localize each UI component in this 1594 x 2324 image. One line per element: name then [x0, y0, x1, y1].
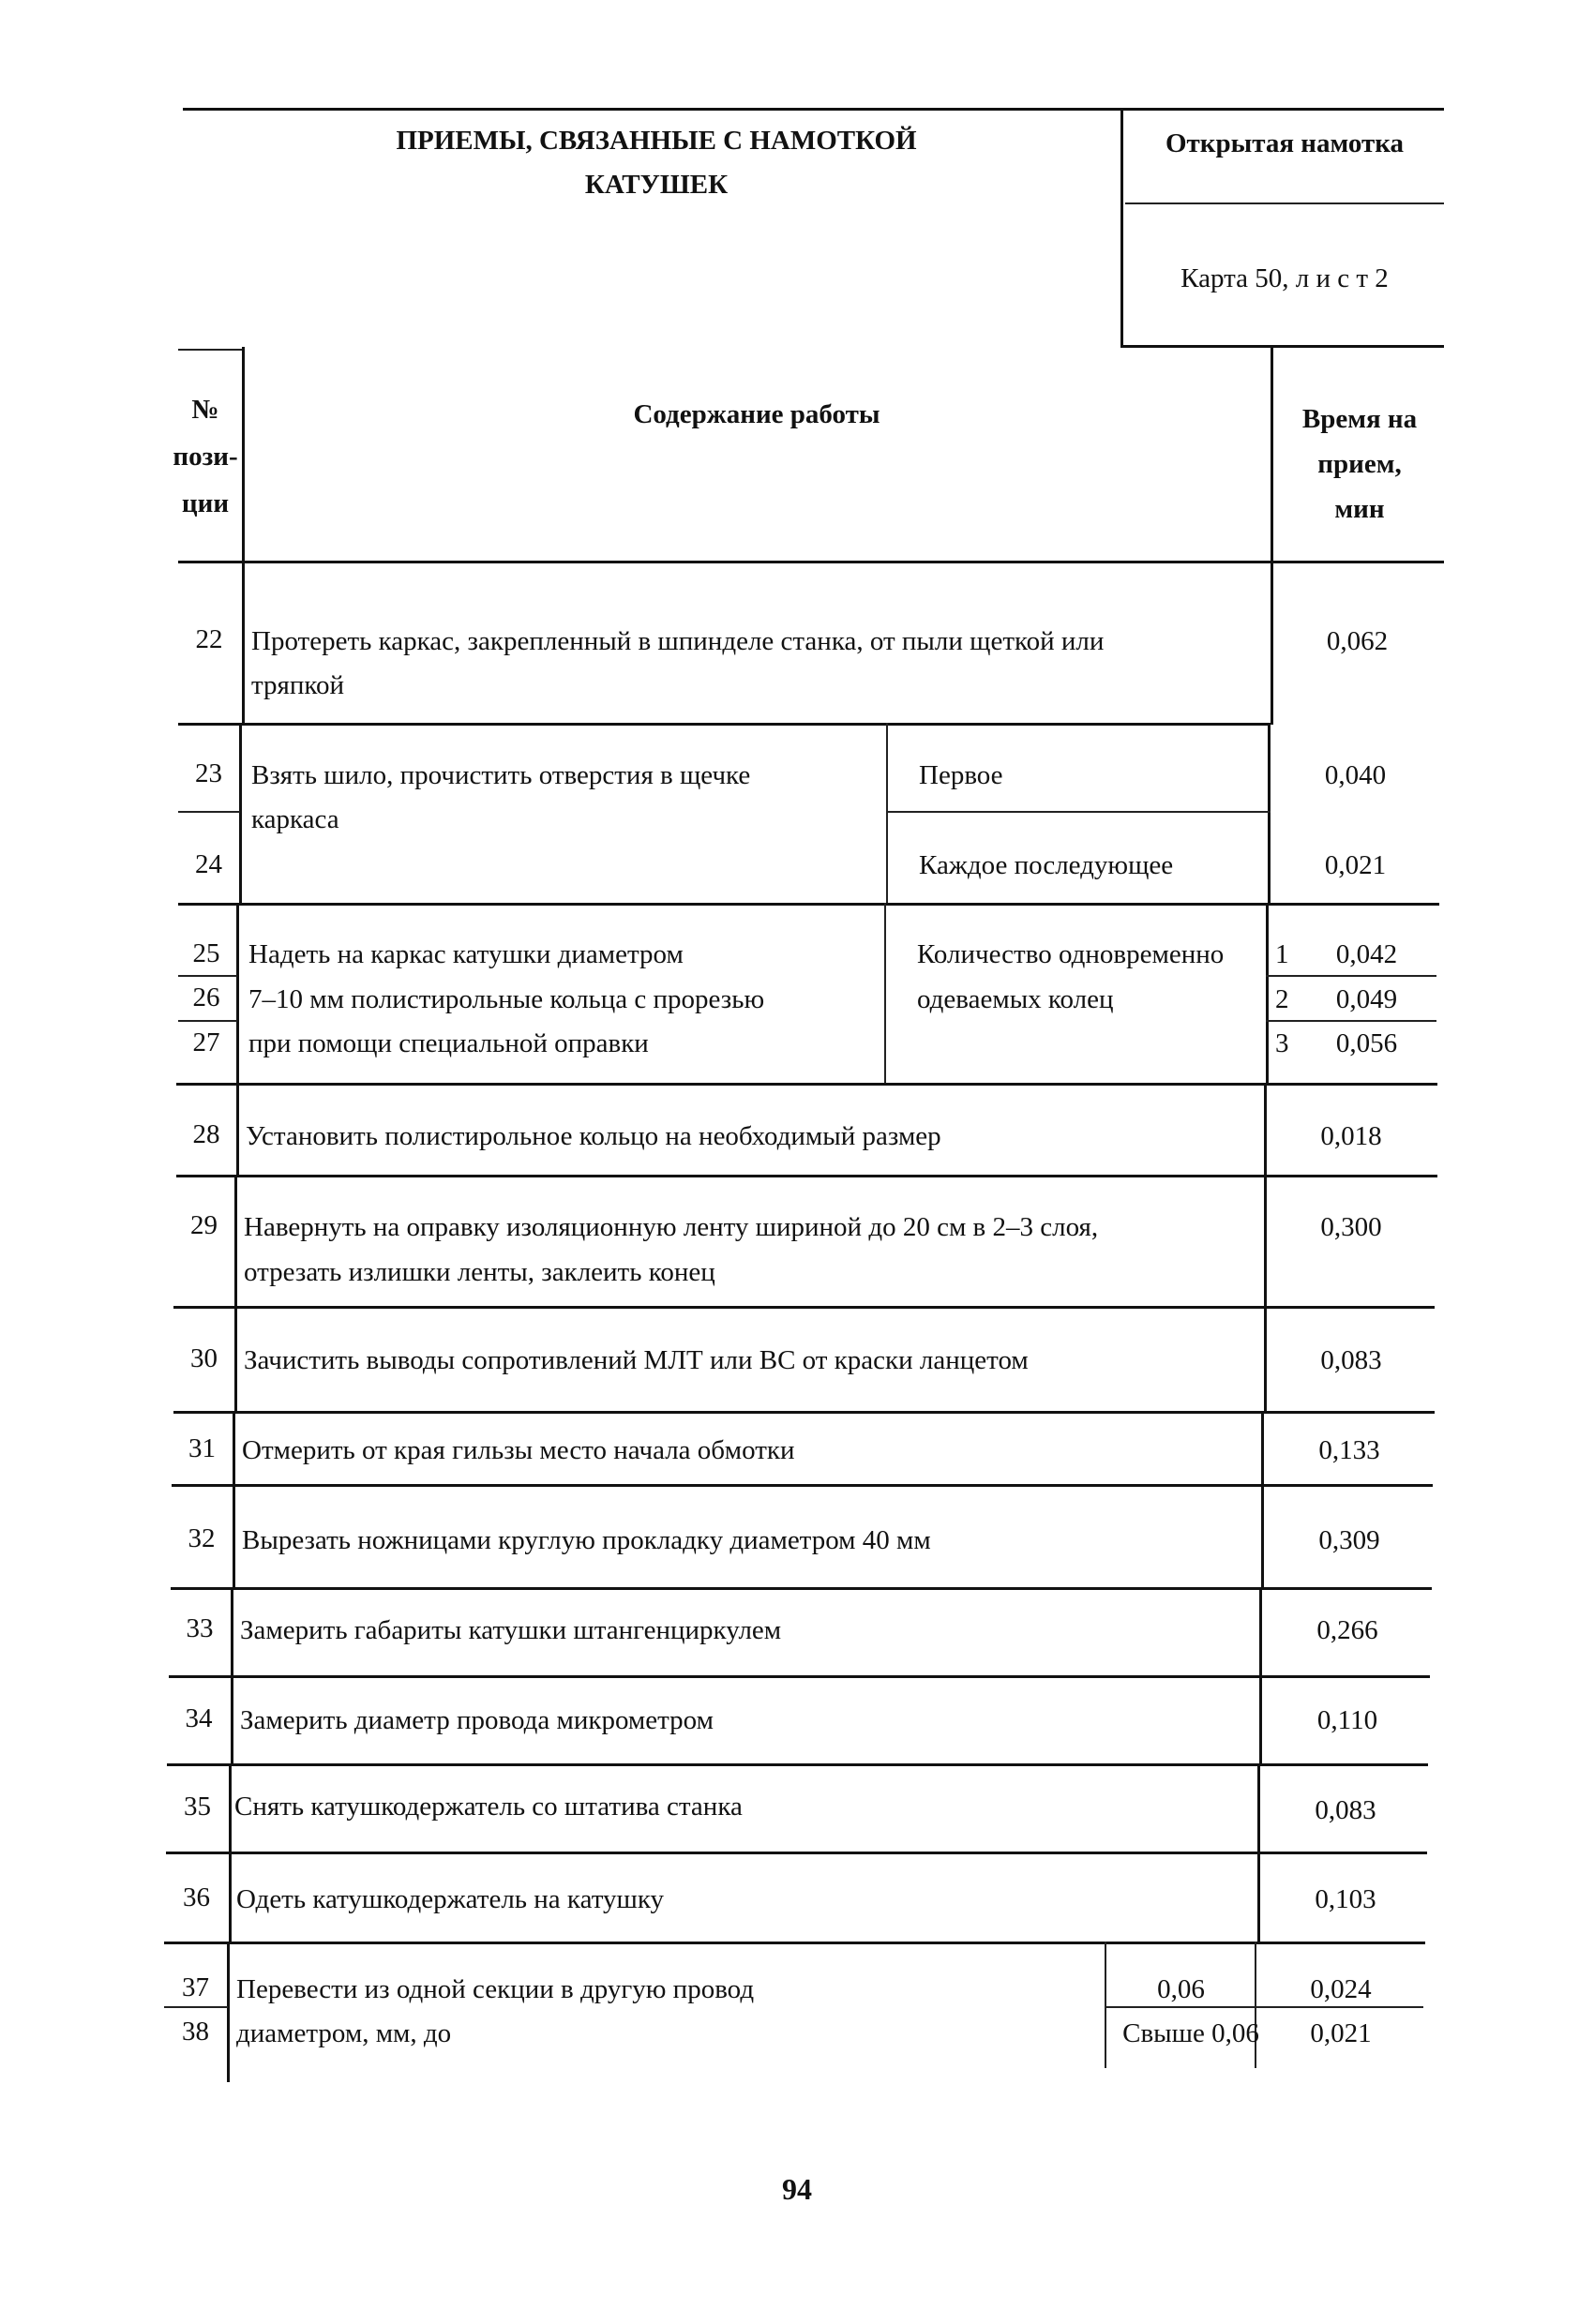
- row-33-time: 0,266: [1316, 1615, 1378, 1645]
- row-36-time: 0,103: [1315, 1884, 1376, 1914]
- row-37-text-line1: Перевести из одной секции в другую провод: [236, 1974, 755, 2004]
- row-25-condition-line2: одеваемых колец: [917, 984, 1114, 1014]
- row-29-time: 0,300: [1320, 1212, 1382, 1242]
- row-29-num: 29: [190, 1210, 218, 1240]
- row-22-num: 22: [195, 624, 223, 654]
- grid-line: [1259, 1587, 1262, 1677]
- row-29-text-line1: Навернуть на оправку изоляционную ленту шириной до 20 см в 2–3 слоя,: [244, 1212, 1099, 1242]
- grid-line: [1264, 1306, 1267, 1413]
- grid-line: [172, 1484, 1433, 1487]
- grid-line: [1266, 903, 1269, 1086]
- row-31-text: Отмерить от края гильзы место начала обмотки: [242, 1435, 795, 1465]
- grid-line: [236, 903, 239, 1086]
- col-num-header-line3: ции: [181, 488, 230, 518]
- row-30-text: Зачистить выводы сопротивлений МЛТ или ВС от краски ланцетом: [244, 1345, 1029, 1375]
- page-title-line1: ПРИЕМЫ, СВЯЗАННЫЕ С НАМОТКОЙ: [396, 126, 917, 156]
- row-34-time: 0,110: [1316, 1705, 1378, 1735]
- header-top-rule: [183, 108, 1444, 111]
- grid-line: [242, 561, 245, 725]
- row-30-num: 30: [190, 1343, 218, 1373]
- grid-line: [234, 1175, 237, 1308]
- row-37-condition: 0,06: [1157, 1974, 1205, 2004]
- row-25-qty: 1: [1275, 939, 1289, 969]
- grid-line: [1105, 2006, 1423, 2008]
- grid-line: [178, 811, 240, 813]
- col-time-header-line1: Время на: [1301, 404, 1418, 434]
- grid-line: [1261, 1484, 1264, 1589]
- grid-line: [164, 1942, 1425, 1944]
- grid-line: [1259, 1675, 1262, 1765]
- row-28-num: 28: [192, 1119, 220, 1149]
- row-38-num: 38: [182, 2017, 209, 2047]
- row-31-time: 0,133: [1318, 1435, 1380, 1465]
- row-37-num: 37: [182, 1972, 209, 2002]
- colheader-bottom-rule: [178, 561, 1444, 563]
- row-22-text-line1: Протереть каркас, закрепленный в шпинделе станка, от пыли щеткой или: [251, 626, 1105, 656]
- header-bottom-rule: [1120, 345, 1444, 348]
- grid-line: [169, 1675, 1430, 1678]
- grid-line: [1257, 1852, 1260, 1943]
- row-36-text: Одеть катушкодержатель на катушку: [236, 1884, 664, 1914]
- row-35-time: 0,083: [1315, 1795, 1376, 1825]
- grid-line: [884, 903, 886, 1086]
- grid-line: [178, 975, 237, 977]
- row-26-num: 26: [192, 982, 220, 1012]
- colheader-time-divider: [1271, 347, 1273, 562]
- row-27-qty: 3: [1275, 1028, 1289, 1058]
- row-32-num: 32: [188, 1523, 216, 1553]
- grid-line: [1271, 561, 1273, 725]
- row-33-text: Замерить габариты катушки штангенциркулем: [240, 1615, 782, 1645]
- grid-line: [236, 1083, 239, 1177]
- row-35-num: 35: [184, 1792, 211, 1822]
- row-24-condition: Каждое последующее: [919, 850, 1174, 880]
- header-divider: [1120, 108, 1123, 348]
- row-38-condition: Свыше 0,06: [1122, 2018, 1259, 2048]
- row-33-num: 33: [186, 1613, 214, 1643]
- grid-line: [1264, 1175, 1267, 1308]
- row-34-text: Замерить диаметр провода микрометром: [240, 1705, 714, 1735]
- row-23-text-line1: Взять шило, прочистить отверстия в щечке: [251, 760, 751, 790]
- row-36-num: 36: [183, 1882, 210, 1912]
- row-23-time: 0,040: [1324, 760, 1387, 790]
- col-num-header-line1: №: [191, 395, 219, 425]
- grid-line: [166, 1852, 1427, 1854]
- page-title-line2: КАТУШЕК: [584, 170, 729, 200]
- row-30-time: 0,083: [1320, 1345, 1382, 1375]
- row-25-time: 0,042: [1335, 939, 1398, 969]
- category-label: Открытая намотка: [1165, 128, 1405, 158]
- grid-line: [173, 1411, 1435, 1414]
- grid-line: [231, 1675, 233, 1765]
- row-27-time: 0,056: [1335, 1028, 1398, 1058]
- grid-line: [231, 1587, 233, 1677]
- row-22-time: 0,062: [1326, 626, 1389, 656]
- row-25-condition-line1: Количество одновременно: [917, 939, 1225, 969]
- row-35-text: Снять катушкодержатель со штатива станка: [234, 1792, 743, 1822]
- grid-line: [886, 811, 1271, 813]
- row-25-num: 25: [192, 938, 220, 968]
- row-31-num: 31: [188, 1433, 216, 1463]
- row-24-num: 24: [195, 849, 222, 879]
- grid-line: [234, 1306, 237, 1413]
- row-26-time: 0,049: [1335, 984, 1398, 1014]
- grid-line: [178, 903, 1439, 906]
- grid-line: [1266, 975, 1436, 977]
- row-25-text-line3: при помощи специальной оправки: [248, 1028, 649, 1058]
- grid-line: [227, 1942, 230, 2082]
- col-time-header-line3: мин: [1334, 494, 1385, 524]
- grid-line: [1266, 1020, 1436, 1022]
- grid-line: [229, 1763, 232, 1853]
- row-29-text-line2: отрезать излишки ленты, заклеить конец: [244, 1257, 715, 1287]
- row-26-qty: 2: [1275, 984, 1289, 1014]
- grid-line: [164, 2006, 228, 2008]
- grid-line: [233, 1484, 235, 1589]
- row-32-text: Вырезать ножницами круглую прокладку диаметром 40 мм: [242, 1525, 931, 1555]
- grid-line: [176, 1083, 1437, 1086]
- page-number: 94: [782, 2172, 812, 2206]
- grid-line: [1261, 1411, 1264, 1486]
- col-content-header: Содержание работы: [633, 399, 880, 429]
- row-37-text-line2: диаметром, мм, до: [236, 2018, 452, 2048]
- grid-line: [178, 723, 1271, 726]
- grid-line: [1257, 1763, 1260, 1853]
- grid-line: [176, 1175, 1437, 1177]
- grid-line: [173, 1306, 1435, 1309]
- grid-line: [171, 1587, 1432, 1590]
- row-28-text: Установить полистирольное кольцо на необходимый размер: [246, 1121, 941, 1151]
- row-34-num: 34: [185, 1703, 213, 1733]
- row-25-text-line2: 7–10 мм полистирольные кольца с прорезью: [248, 984, 765, 1014]
- grid-line: [239, 723, 242, 905]
- row-23-condition: Первое: [919, 760, 1003, 790]
- header-right-divider: [1125, 202, 1444, 204]
- grid-line: [178, 1020, 237, 1022]
- grid-line: [1268, 723, 1271, 905]
- row-23-num: 23: [195, 758, 222, 788]
- card-label: Карта 50, л и с т 2: [1180, 263, 1389, 293]
- row-22-text-line2: тряпкой: [251, 670, 345, 700]
- row-28-time: 0,018: [1320, 1121, 1382, 1151]
- row-38-time: 0,021: [1310, 2018, 1372, 2048]
- row-25-text-line1: Надеть на каркас катушки диаметром: [248, 939, 684, 969]
- colheader-top-rule: [178, 349, 244, 351]
- row-37-time: 0,024: [1310, 1974, 1372, 2004]
- grid-line: [229, 1852, 232, 1943]
- colheader-num-divider: [242, 347, 245, 562]
- row-24-time: 0,021: [1324, 850, 1387, 880]
- col-num-header-line2: пози-: [173, 442, 238, 472]
- row-32-time: 0,309: [1318, 1525, 1380, 1555]
- col-time-header-line2: прием,: [1317, 449, 1402, 479]
- grid-line: [1264, 1083, 1267, 1177]
- grid-line: [167, 1763, 1428, 1766]
- grid-line: [886, 723, 888, 905]
- row-23-text-line2: каркаса: [251, 804, 339, 834]
- row-27-num: 27: [192, 1027, 220, 1057]
- grid-line: [233, 1411, 235, 1486]
